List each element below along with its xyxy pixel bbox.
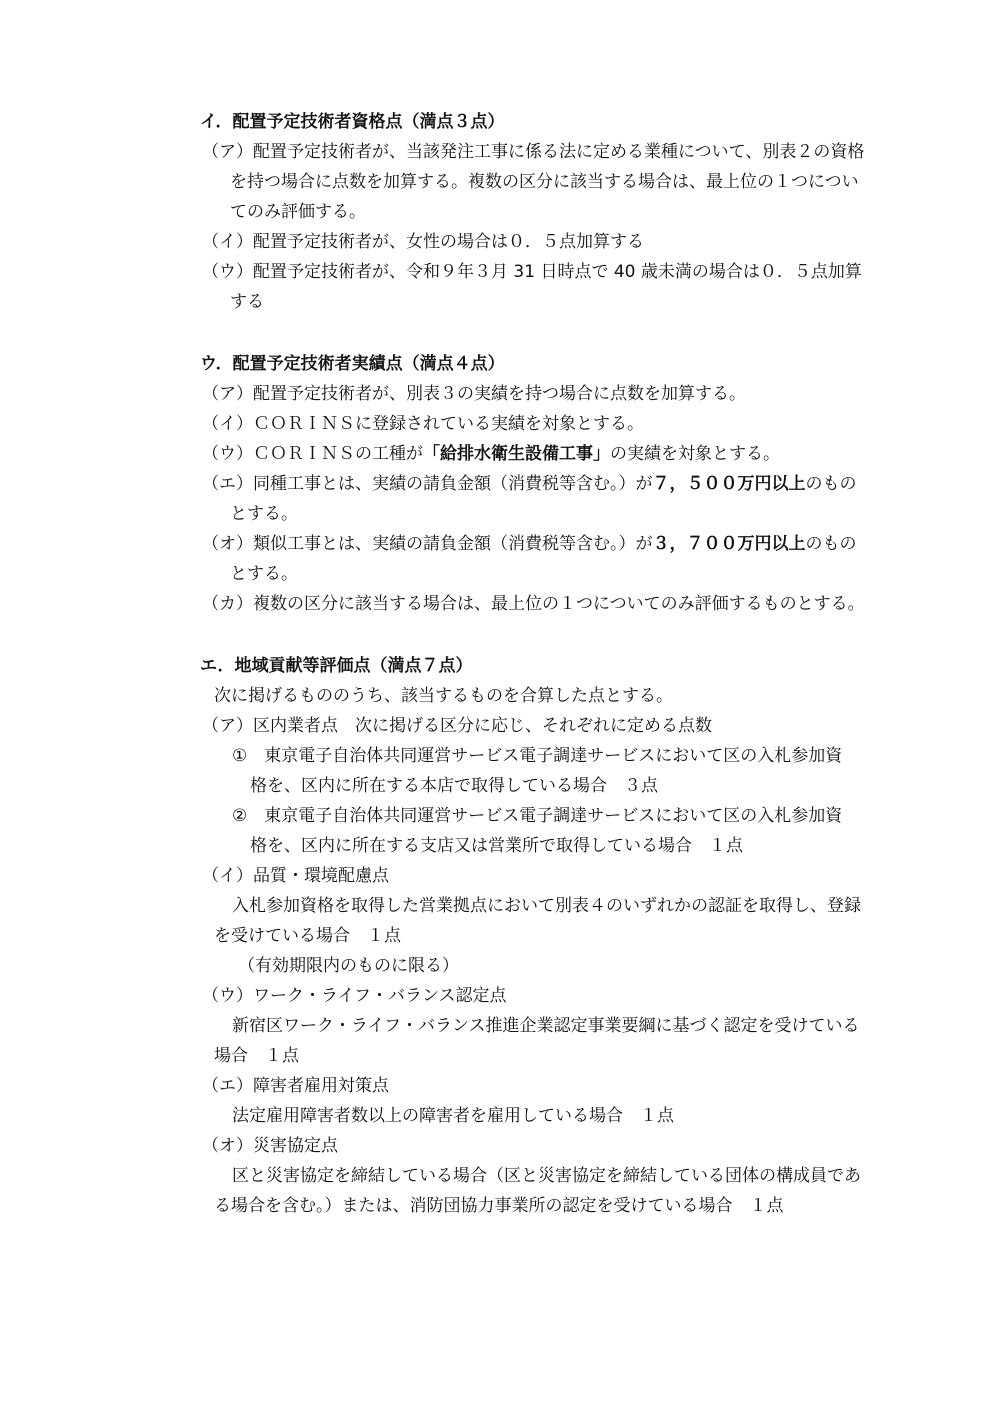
item-text: のもの: [805, 534, 857, 554]
item-a: （ア）配置予定技術者が、別表３の実績を持つ場合に点数を加算する。: [202, 384, 746, 404]
item-b-body-cont: を受けている場合 １点: [214, 926, 401, 946]
section-title: エ．地域貢献等評価点（満点７点）: [200, 656, 473, 676]
item-c-body-cont: 場合 １点: [214, 1046, 299, 1066]
item-b-note: （有効期限内のものに限る）: [238, 956, 459, 976]
item-a-cont: を持つ場合に点数を加算する。複数の区分に該当する場合は、最上位の１つについ: [230, 172, 859, 192]
item-b: （イ）ＣＯＲＩＮＳに登録されている実績を対象とする。: [202, 414, 644, 434]
item-text: のもの: [805, 474, 857, 494]
item-b: （イ）配置予定技術者が、女性の場合は０．５点加算する: [202, 232, 644, 252]
item-e: [202, 529, 890, 559]
section-title: ウ．配置予定技術者実績点（満点４点）: [200, 354, 505, 374]
item-e-body: 区と災害協定を締結している場合（区と災害協定を締結している団体の構成員であ: [232, 1166, 861, 1186]
emphasis-text: ３，７００万円以上: [652, 534, 806, 554]
emphasis-text: 「給排水衛生設備工事」: [423, 444, 610, 464]
item-e-body-cont: る場合を含む。）または、消防団協力事業所の認定を受けている場合 １点: [214, 1196, 784, 1216]
item-a: （ア）区内業者点 次に掲げる区分に応じ、それぞれに定める点数: [202, 716, 712, 736]
section-qualification: [200, 107, 890, 317]
item-b-body: 入札参加資格を取得した営業拠点において別表４のいずれかの認証を取得し、登録: [232, 896, 861, 916]
item-c-cont: する: [230, 292, 264, 312]
section-achievement: [200, 349, 890, 619]
sub-item-1-cont: 格を、区内に所在する本店で取得している場合 ３点: [250, 776, 658, 796]
item-text: （ウ）ＣＯＲＩＮＳの工種が: [202, 444, 423, 464]
sub-item-2: ② 東京電子自治体共同運営サービス電子調達サービスにおいて区の入札参加資: [232, 806, 843, 826]
item-e: （オ）災害協定点: [202, 1136, 338, 1156]
item-c: （ウ）配置予定技術者が、令和９年３月 31 日時点で 40 歳未満の場合は０．５点加算: [202, 262, 862, 282]
item-d-cont: とする。: [230, 504, 298, 524]
item-d: [202, 469, 890, 499]
section-intro: 次に掲げるもののうち、該当するものを合算した点とする。: [214, 686, 673, 706]
item-a: （ア）配置予定技術者が、当該発注工事に係る法に定める業種について、別表２の資格: [202, 142, 865, 162]
item-a-cont: てのみ評価する。: [230, 202, 366, 222]
item-text: （エ）同種工事とは、実績の請負金額（消費税等含む。）が: [202, 474, 653, 494]
item-c: [202, 439, 890, 469]
sub-item-1: ① 東京電子自治体共同運営サービス電子調達サービスにおいて区の入札参加資: [232, 746, 843, 766]
item-f: （カ）複数の区分に該当する場合は、最上位の１つについてのみ評価するものとする。: [202, 594, 865, 614]
section-regional: [200, 651, 890, 1221]
item-text: の実績を対象とする。: [610, 444, 780, 464]
item-d: （エ）障害者雇用対策点: [202, 1076, 389, 1096]
item-text: （オ）類似工事とは、実績の請負金額（消費税等含む。）が: [202, 534, 653, 554]
item-b: （イ）品質・環境配慮点: [202, 866, 389, 886]
item-c-body: 新宿区ワーク・ライフ・バランス推進企業認定事業要綱に基づく認定を受けている: [232, 1016, 860, 1036]
item-e-cont: とする。: [230, 564, 298, 584]
sub-item-2-cont: 格を、区内に所在する支店又は営業所で取得している場合 １点: [250, 836, 743, 856]
item-d-body: 法定雇用障害者数以上の障害者を雇用している場合 １点: [232, 1106, 674, 1126]
section-title: イ．配置予定技術者資格点（満点３点）: [200, 112, 505, 132]
emphasis-text: ７，５００万円以上: [652, 474, 806, 494]
item-c: （ウ）ワーク・ライフ・バランス認定点: [202, 986, 507, 1006]
